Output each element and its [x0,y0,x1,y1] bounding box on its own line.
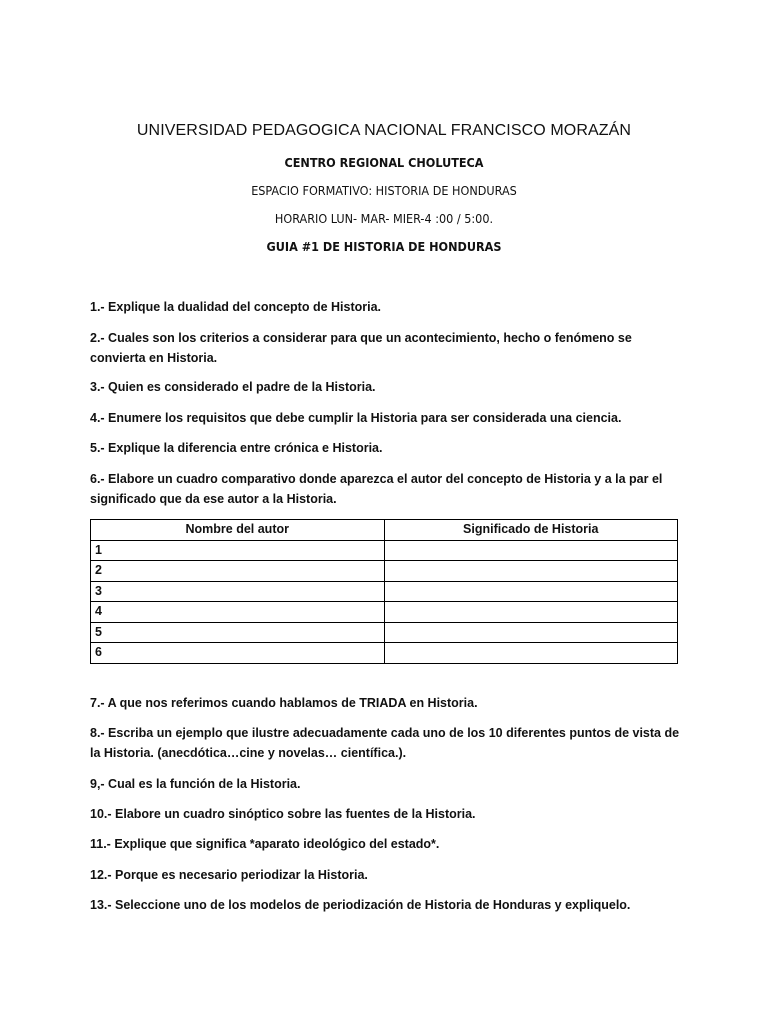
question-5: 5.- Explique la diferencia entre crónica e Historia. [90,441,383,455]
table-cell-number: 2 [91,561,385,582]
table-cell-number: 3 [91,581,385,602]
question-4: 4.- Enumere los requisitos que debe cumplir la Historia para ser considerada una ciencia. [90,411,622,425]
question-1: 1.- Explique la dualidad del concepto de Historia. [90,300,382,314]
question-11: 11.- Explique que significa *aparato ideológico del estado*. [90,837,440,851]
course-name: ESPACIO FORMATIVO: HISTORIA DE HONDURAS [251,183,517,198]
question-3: 3.- Quien es considerado el padre de la Historia. [90,380,376,394]
university-title: UNIVERSIDAD PEDAGOGICA NACIONAL FRANCISCO MORAZÁN [136,122,632,139]
table-row [91,602,678,623]
table-cell-number: 1 [91,540,385,561]
question-6: 6.- Elabore un cuadro comparativo donde aparezca el autor del concepto de Historia y a la par el significado que da ese autor a la Historia. [90,472,663,506]
question-9: 9,- Cual es la función de la Historia. [90,777,301,791]
column-header-meaning: Significado de Historia [384,520,678,541]
regional-center: CENTRO REGIONAL CHOLUTECA [284,155,484,170]
table-cell-meaning [384,643,678,664]
table-row [91,643,678,664]
table-cell-meaning [384,602,678,623]
table-row [91,540,678,561]
table-cell-meaning [384,622,678,643]
table-cell-number: 4 [91,602,385,623]
table-row [91,581,678,602]
question-10: 10.- Elabore un cuadro sinóptico sobre las fuentes de la Historia. [90,807,476,821]
table-cell-meaning [384,540,678,561]
table-cell-number: 5 [91,622,385,643]
table-row [91,622,678,643]
guide-title: GUIA #1 DE HISTORIA DE HONDURAS [266,239,502,254]
table-cell-meaning [384,561,678,582]
question-13: 13.- Seleccione uno de los modelos de periodización de Historia de Honduras y expliquelo. [90,898,631,912]
column-header-author: Nombre del autor [91,520,385,541]
table-cell-meaning [384,581,678,602]
table-row [91,561,678,582]
question-12: 12.- Porque es necesario periodizar la Historia. [90,868,368,882]
comparison-table [90,519,678,664]
question-2: 2.- Cuales son los criterios a considerar para que un acontecimiento, hecho o fenómeno se convierta en Historia. [90,331,632,365]
table-cell-number: 6 [91,643,385,664]
question-8: 8.- Escriba un ejemplo que ilustre adecuadamente cada uno de los 10 diferentes puntos de vista de la Historia. (anecdótica…cine y novelas… científica.). [90,726,680,760]
table-header-row [91,520,678,541]
question-7: 7.- A que nos referimos cuando hablamos de TRIADA en Historia. [90,696,478,710]
schedule: HORARIO LUN- MAR- MIER-4 :00 / 5:00. [274,211,494,226]
